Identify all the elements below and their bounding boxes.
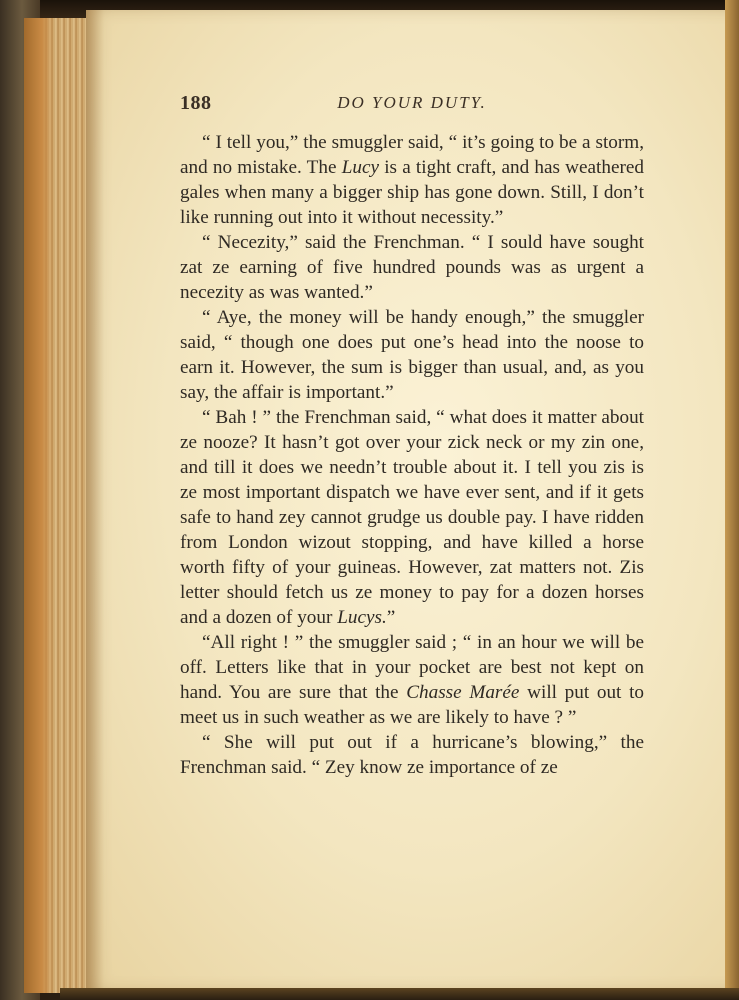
text-run: “ Necezity,” said the Frenchman. “ I sould have sought zat ze earning of five hundred pounds was as urgent a necezity as was wanted.” xyxy=(180,232,644,303)
paragraph xyxy=(180,730,644,780)
running-head: DO YOUR DUTY. xyxy=(337,93,487,112)
italic-text: Lucys. xyxy=(337,607,387,628)
text-run: is a tight craft, and has weathered gales when many a bigger ship has gone down. Still, I don’t like running out into it without necessity.” xyxy=(180,157,644,228)
paragraph xyxy=(180,130,644,230)
italic-text: Chasse Marée xyxy=(406,682,520,703)
text-run: ” xyxy=(386,607,396,628)
paragraph xyxy=(180,405,644,630)
text-run: “ I tell you,” the smuggler said, “ it’s going to be a storm, and no mistake. The xyxy=(180,132,644,178)
page-right-edge xyxy=(725,0,739,1000)
text-run: “ Aye, the money will be handy enough,” the smuggler said, “ though one does put one’s head into the noose to earn it. However, the sum is bigger than usual, and, as you say, the affair is important.” xyxy=(180,307,644,403)
paragraph xyxy=(180,230,644,305)
paragraph xyxy=(180,630,644,730)
text-run: “ She will put out if a hurricane’s blowing,” the Frenchman said. “ Zey know ze importance of ze xyxy=(180,732,644,778)
text-run: will put out to meet us in such weather as we are likely to have ? ” xyxy=(180,682,644,728)
paragraph xyxy=(180,305,644,405)
text-run: “ Bah ! ” the Frenchman said, “ what does it matter about ze nooze? It hasn’t got over your zick neck or my zin one, and till it does we needn’t trouble about it. I tell you zis is ze most important dispatch we have ever sent, and if it gets safe to hand zey cannot grudge us double pay. I have ridden from London wizout stopping, and have killed a horse worth fifty of your guineas. However, zat matters not. Zis letter should fetch us ze money to pay for a dozen horses and a dozen of your xyxy=(180,407,644,628)
page-number: 188 xyxy=(180,92,212,114)
page-header xyxy=(180,92,644,122)
body-text xyxy=(180,130,644,780)
text-run: “All right ! ” the smuggler said ; “ in an hour we will be off. Letters like that in your pocket are best not kept on hand. You are sure that the xyxy=(180,632,644,703)
italic-text: Lucy xyxy=(341,157,379,178)
page-bottom-edge xyxy=(60,988,739,1000)
